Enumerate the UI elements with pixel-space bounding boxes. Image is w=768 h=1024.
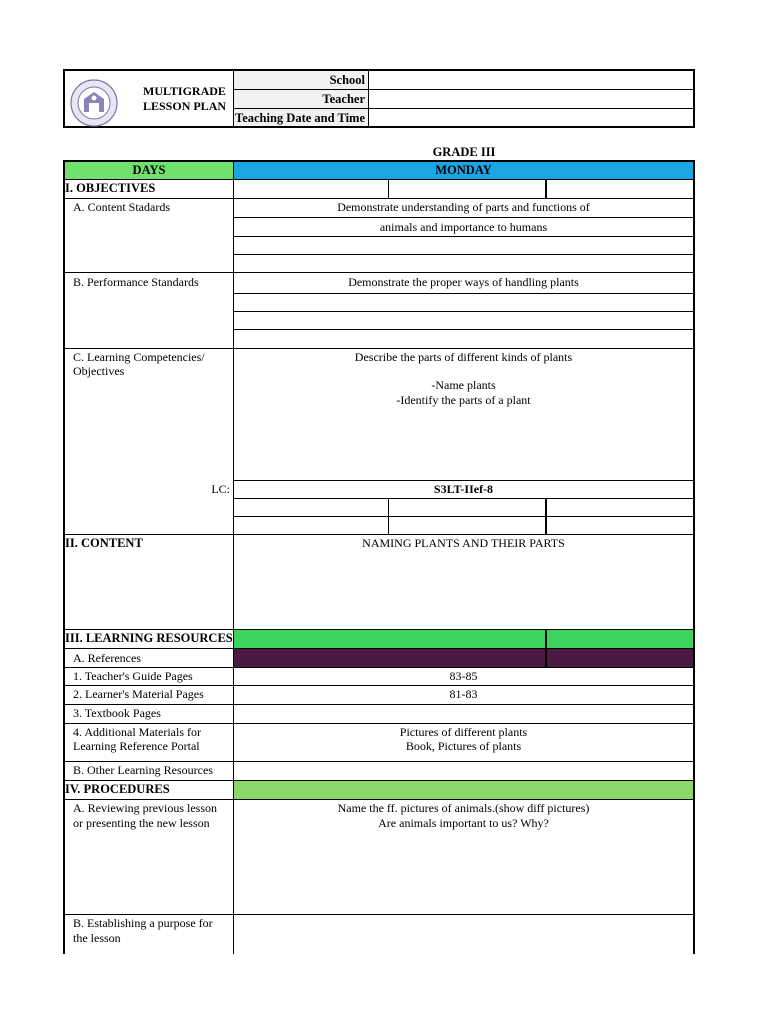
days-label: DAYS [132, 163, 166, 177]
content-standards-line1: Demonstrate understanding of parts and functions of [337, 200, 590, 214]
teaching-date-field[interactable] [369, 109, 693, 128]
procedure-b-label-1: B. Establishing a purpose for [73, 916, 213, 930]
competencies-text-2: -Name plants [431, 378, 496, 392]
monday-label: MONDAY [435, 163, 492, 177]
references-label: A. References [73, 651, 141, 665]
content-text: NAMING PLANTS AND THEIR PARTS [362, 536, 565, 550]
competencies-label-1: C. Learning Competencies/ [73, 350, 205, 364]
resources-heading: III. LEARNING RESOURCES [65, 631, 233, 645]
procedures-heading: IV. PROCEDURES [65, 782, 170, 796]
deped-seal-icon [70, 79, 118, 127]
teachers-guide-value: 83-85 [449, 669, 478, 683]
references-purple-cell-2 [547, 649, 693, 667]
additional-materials-label-2: Learning Reference Portal [73, 739, 200, 753]
procedure-a-text-1: Name the ff. pictures of animals.(show diff pictures) [337, 801, 590, 815]
additional-materials-value-1: Pictures of different plants [399, 725, 528, 739]
header-value-column [369, 71, 693, 126]
title-line-2: LESSON PLAN [143, 99, 227, 113]
teaching-date-label: Teaching Date and Time [235, 111, 365, 125]
lc-label: LC: [211, 482, 230, 496]
content-heading: II. CONTENT [65, 536, 143, 550]
procedures-green-cell [234, 781, 693, 799]
additional-materials-value-2: Book, Pictures of plants [405, 739, 522, 753]
title-line-1: MULTIGRADE [143, 84, 226, 98]
header-box [63, 69, 695, 128]
competencies-text-3: -Identify the parts of a plant [396, 393, 531, 407]
school-field[interactable] [369, 71, 693, 90]
learners-material-value: 81-83 [449, 687, 478, 701]
competencies-label-2: Objectives [73, 364, 125, 378]
lesson-plan-title [143, 84, 226, 114]
performance-standards-label: B. Performance Standards [73, 275, 199, 289]
teacher-field[interactable] [369, 90, 693, 109]
lesson-plan-table [63, 160, 695, 954]
teachers-guide-label: 1. Teacher's Guide Pages [73, 669, 193, 683]
objectives-heading: I. OBJECTIVES [65, 181, 156, 195]
grade-heading: GRADE III [432, 145, 496, 159]
content-standards-label: A. Content Stadards [73, 200, 170, 214]
procedure-a-label-1: A. Reviewing previous lesson [73, 801, 217, 815]
header-label-column [233, 71, 369, 126]
procedure-a-label-2: or presenting the new lesson [73, 816, 210, 830]
textbook-label: 3. Textbook Pages [73, 706, 161, 720]
procedure-b-label-2: the lesson [73, 931, 121, 945]
additional-materials-label-1: 4. Additional Materials for [73, 725, 201, 739]
resources-green-cell-1 [234, 630, 545, 648]
references-purple-cell-1 [234, 649, 545, 667]
competencies-text-1: Describe the parts of different kinds of plants [354, 350, 573, 364]
learners-material-label: 2. Learner's Material Pages [73, 687, 204, 701]
content-standards-line2: animals and importance to humans [379, 220, 548, 234]
other-resources-label: B. Other Learning Resources [73, 763, 213, 777]
teacher-label: Teacher [234, 90, 368, 109]
lc-code: S3LT-IIef-8 [433, 482, 494, 496]
resources-green-cell-2 [547, 630, 693, 648]
procedure-a-text-2: Are animals important to us? Why? [378, 816, 549, 830]
school-label: School [234, 71, 368, 90]
performance-standards-text: Demonstrate the proper ways of handling plants [348, 275, 579, 289]
